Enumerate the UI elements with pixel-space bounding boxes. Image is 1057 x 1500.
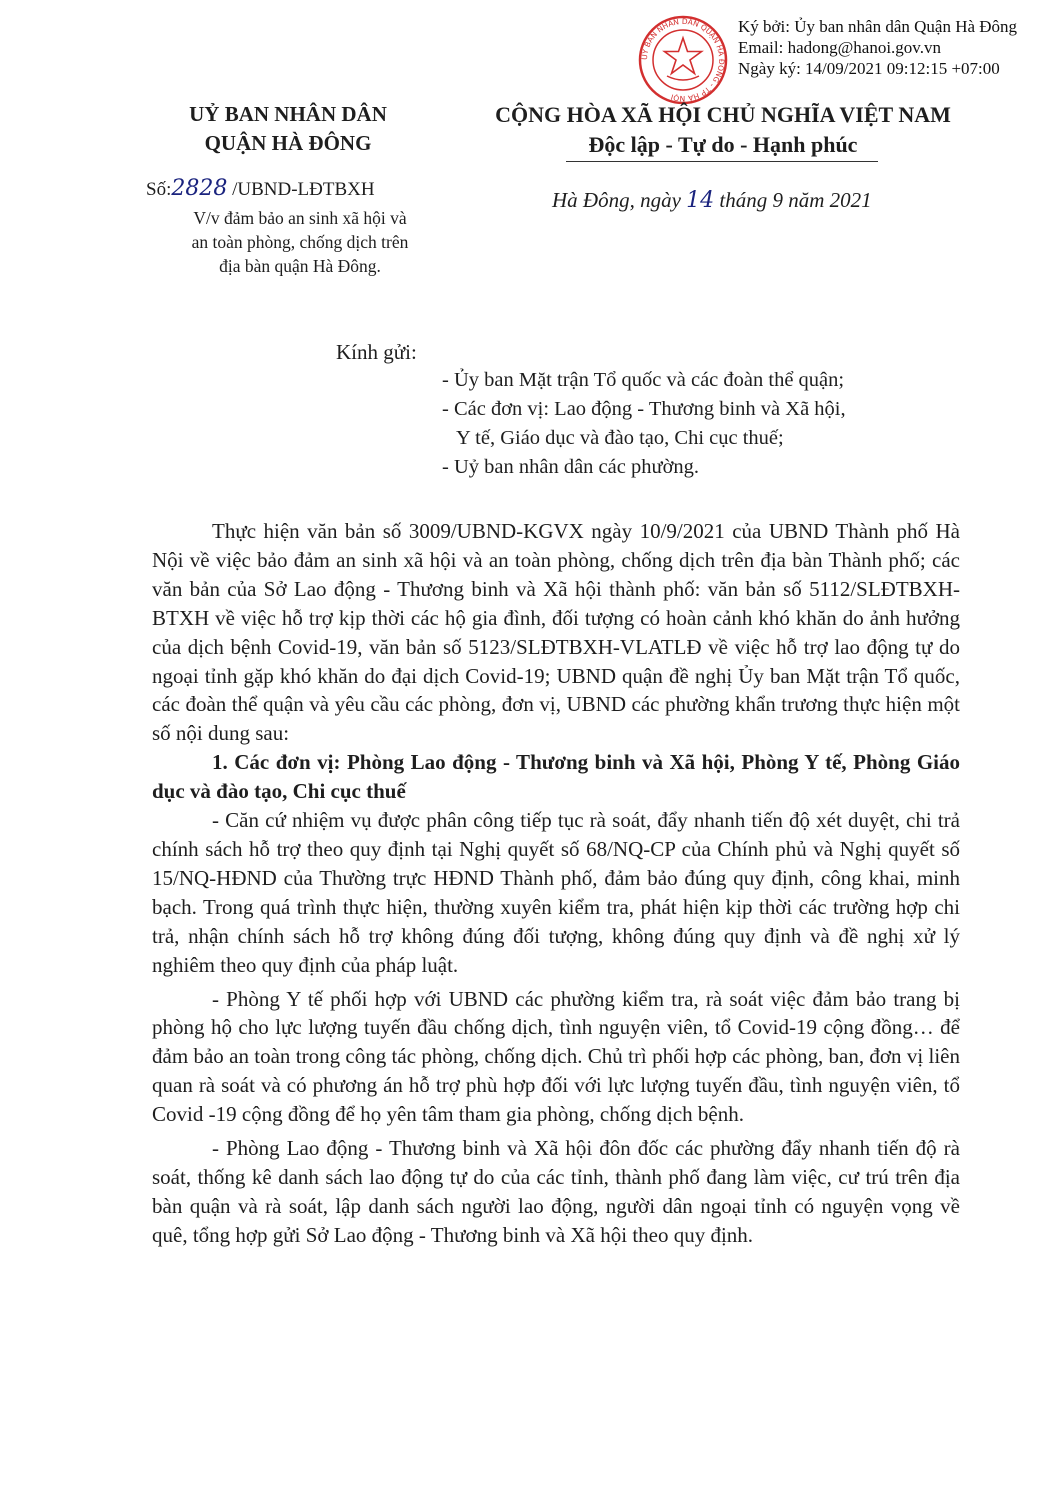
body-paragraph: Thực hiện văn bản số 3009/UBND-KGVX ngày 10/9/2021 của UBND Thành phố Hà Nội về việc bảo đảm an sinh xã hội và an toàn phòng, chống dịch trên địa bàn Thành phố; các văn bản của Sở Lao động - Thương binh và Xã hội thành phố: văn bản số 5112/SLĐTBXH-BTXH về việc hỗ trợ kịp thời các hộ gia đình, đối tượng có hoàn cảnh khó khăn do ảnh hưởng của dịch bệnh Covid-19, văn bản số 5123/SLĐTBXH-VLATLĐ về việc hỗ trợ lao động tự do ngoại tỉnh gặp khó khăn do đại dịch Covid-19; UBND quận đề nghị Ủy ban Mặt trận Tổ quốc, các đoàn thể quận và yêu cầu các phòng, đơn vị, UBND các phường khẩn trương thực hiện một số nội dung sau: bbox=[152, 519, 960, 746]
recipient-item: - Ủy ban Mặt trận Tổ quốc và các đoàn thể quận; bbox=[442, 369, 845, 391]
org-name-line1: UỶ BAN NHÂN DÂN bbox=[189, 102, 387, 126]
digital-signature-info bbox=[738, 16, 1054, 79]
issuing-organization bbox=[168, 100, 408, 158]
sign-date: Ngày ký: 14/09/2021 09:12:15 +07:00 bbox=[738, 59, 1000, 78]
recipients-list bbox=[442, 366, 982, 482]
document-number: Số:2828 /UBND-LĐTBXH bbox=[146, 176, 375, 201]
recipient-item: - Uỷ ban nhân dân các phường. bbox=[442, 456, 700, 478]
section-heading: 1. Các đơn vị: Phòng Lao động - Thương binh và Xã hội, Phòng Y tế, Phòng Giáo dục và đào tạo, Chi cục thuế bbox=[152, 750, 960, 804]
recipient-item: - Các đơn vị: Lao động - Thương binh và Xã hội, bbox=[442, 398, 846, 420]
recipient-item: Y tế, Giáo dục và đào tạo, Chi cục thuế; bbox=[456, 427, 784, 449]
document-date: Hà Đông, ngày 14 tháng 9 năm 2021 bbox=[552, 188, 872, 213]
nation-line1: CỘNG HÒA XÃ HỘI CHỦ NGHĨA VIỆT NAM bbox=[495, 102, 951, 127]
handwritten-day: 14 bbox=[686, 188, 715, 213]
body-paragraph: - Phòng Lao động - Thương binh và Xã hội đôn đốc các phường đẩy nhanh tiến độ rà soát, thống kê danh sách lao động tự do của các tỉnh, thành phố đang làm việc, cư trú trên địa bàn quận và rà soát, lập danh sách người lao động, người dân ngoại tỉnh có nguyện vọng về quê, tổng hợp gửi Sở Lao động - Thương binh và Xã hội theo quy định. bbox=[152, 1136, 960, 1247]
motto-underline bbox=[566, 161, 878, 162]
national-title bbox=[458, 100, 988, 160]
signer-email: Email: hadong@hanoi.gov.vn bbox=[738, 38, 941, 57]
body-paragraph: - Phòng Y tế phối hợp với UBND các phường kiểm tra, rà soát việc đảm bảo trang bị phòng hộ cho lực lượng tuyến đầu chống dịch, tình nguyện viên, tổ Covid-19 cộng đồng… để đảm bảo an toàn trong công tác phòng, chống dịch. Chủ trì phối hợp các phòng, ban, đơn vị liên quan rà soát và có phương án hỗ trợ phù hợp đối với lực lượng tuyến đầu, tình nguyện viên, tổ Covid -19 cộng đồng để họ yên tâm tham gia phòng, chống dịch bệnh. bbox=[152, 986, 960, 1127]
signed-by-text: Ký bởi: Ủy ban nhân dân Quận Hà Đông bbox=[738, 17, 1018, 36]
seal-text: ỦY BAN NHÂN DÂN QUẬN HÀ ĐÔNG - TP HÀ NỘI bbox=[639, 16, 727, 104]
body-paragraph: - Căn cứ nhiệm vụ được phân công tiếp tục rà soát, đẩy nhanh tiến độ xét duyệt, chi trả chính sách hỗ trợ theo quy định tại Nghị quyết số 68/NQ-CP của Chính phủ và Nghị quyết số 15/NQ-HĐND của Thường trực HĐND Thành phố, đảm bảo đúng quy định, công khai, minh bạch. Trong quá trình thực hiện, thường xuyên kiểm tra, phát hiện kịp thời các trường hợp chi trả, nhận chính sách hỗ trợ không đúng đối tượng, không đúng quy định và đề nghị xử lý nghiêm theo quy định của pháp luật. bbox=[152, 808, 960, 977]
official-seal-icon bbox=[637, 14, 729, 106]
document-body bbox=[152, 517, 960, 1250]
org-name-line2: QUẬN HÀ ĐÔNG bbox=[204, 131, 372, 155]
nation-motto: Độc lập - Tự do - Hạnh phúc bbox=[588, 132, 858, 157]
document-subject: V/v đảm bảo an sinh xã hội và an toàn phòng, chống dịch trên địa bàn quận Hà Đông. bbox=[191, 208, 409, 276]
recipients-label: Kính gửi: bbox=[336, 340, 417, 364]
handwritten-number: 2828 bbox=[171, 176, 228, 201]
